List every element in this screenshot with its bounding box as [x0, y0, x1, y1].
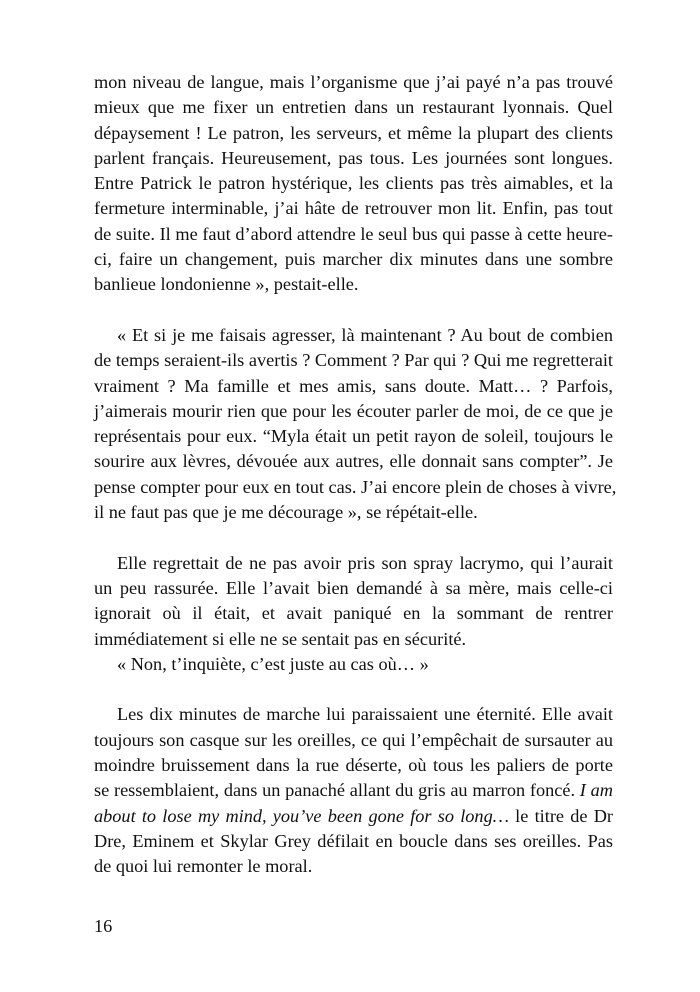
paragraph-gap [94, 298, 613, 323]
book-page [94, 70, 617, 880]
text-line: fermeture interminable, j’ai hâte de retrouver mon lit. Enfin, pas tout [94, 198, 613, 219]
text-line: il ne faut pas que je me décourage », se répétait-elle. [94, 502, 478, 523]
paragraph-4 [94, 702, 613, 879]
italic-song-lyric: I am [579, 780, 613, 801]
text-line: vraiment ? Ma famille et mes amis, sans doute. Matt… ? Parfois, [94, 375, 613, 396]
italic-song-lyric: about to lose my mind, you’ve been gone for so long… [94, 805, 509, 826]
paragraph-3 [94, 551, 613, 677]
text-segment: se ressemblaient, dans un panaché allant du gris au marron foncé. [94, 780, 580, 801]
text-line: mon niveau de langue, mais l’organisme que j’ai payé n’a pas trouvé [94, 72, 613, 92]
text-line: mieux que me fixer un entretien dans un restaurant lyonnais. Quel [94, 97, 613, 118]
text-line-with-italic [94, 778, 613, 803]
text-line: Entre Patrick le patron hystérique, les clients pas très aimables, et la [94, 173, 613, 194]
text-line: parlent français. Heureusement, pas tous. Les journées sont longues. [94, 147, 613, 168]
paragraph-2 [94, 323, 617, 525]
text-line: Dre, Eminem et Skylar Grey défilait en boucle dans ses oreilles. Pas [94, 830, 613, 851]
text-line: de temps seraient-ils avertis ? Comment ? Par qui ? Qui me regretterait [94, 350, 613, 371]
dialogue-line: « Non, t’inquiète, c’est juste au cas où… » [117, 653, 429, 674]
text-line: sourire aux lèvres, dévouée aux autres, elle donnait sans compter”. Je [94, 451, 613, 472]
text-line: dépaysement ! Le patron, les serveurs, et même la plupart des clients [94, 122, 613, 143]
text-line: de suite. Il me faut d’abord attendre le seul bus qui passe à cette heure- [94, 223, 613, 244]
text-segment: le titre de Dr [508, 805, 613, 826]
text-line: j’aimerais mourir rien que pour les écouter parler de moi, de ce que je [94, 400, 613, 421]
paragraph-gap [94, 525, 613, 550]
text-line: pense compter pour eux en tout cas. J’ai encore plein de choses à vivre, [94, 476, 617, 497]
text-line: ci, faire un changement, puis marcher dix minutes dans une sombre [94, 249, 613, 270]
text-line: représentais pour eux. “Myla était un petit rayon de soleil, toujours le [94, 426, 613, 447]
text-line-with-italic [94, 804, 613, 829]
text-line: ignorait où il était, et avait paniqué en la sommant de rentrer [94, 603, 613, 624]
paragraph-1 [94, 70, 613, 298]
text-line: Elle regrettait de ne pas avoir pris son spray lacrymo, qui l’aurait [117, 552, 613, 573]
text-line: Les dix minutes de marche lui paraissaient une éternité. Elle avait [117, 704, 613, 725]
text-line: un peu rassurée. Elle l’avait bien demandé à sa mère, mais celle-ci [94, 577, 613, 598]
paragraph-gap [94, 677, 613, 702]
text-line: banlieue londonienne », pestait-elle. [94, 274, 359, 295]
text-line: de quoi lui remonter le moral. [94, 856, 313, 877]
text-line: immédiatement si elle ne se sentait pas en sécurité. [94, 628, 467, 649]
page-number: 16 [94, 916, 113, 936]
text-line: toujours son casque sur les oreilles, ce qui l’empêchait de sursauter au [94, 729, 613, 750]
text-line: « Et si je me faisais agresser, là maintenant ? Au bout de combien [117, 324, 613, 345]
text-line: moindre bruissement dans la rue déserte, où tous les paliers de porte [94, 755, 613, 776]
